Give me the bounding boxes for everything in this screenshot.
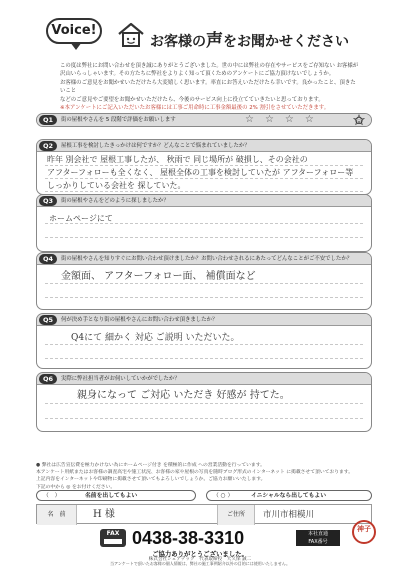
- title-prefix: お客様の: [150, 34, 206, 50]
- customer-info-row: [36, 504, 372, 524]
- answer-rule: [45, 165, 363, 166]
- option-initial-ok[interactable]: [206, 490, 372, 501]
- privacy-note: 当アンケートで頂いたお客様の個人情報は、弊社の施工事例紹介以外の目的には使用いたしません。: [110, 561, 290, 566]
- fax-icon: [100, 529, 126, 547]
- discount-note: ※本アンケートにご記入いただいたお客様には工事ご用命時に工事金額最後の 2% 割引をさせていただきます。: [60, 105, 330, 112]
- question-text: 何が決め手となり街の屋根やさんにお問い合わせ頂きましたか？: [61, 317, 218, 323]
- question-q4: [36, 252, 372, 310]
- name-value[interactable]: H 様: [93, 509, 115, 520]
- intro-line: この度は弊社にお問い合わせを頂き誠にありがとうございました。世の中には弊社の存在やサービスをご存知ない お客様が: [60, 63, 359, 69]
- publication-note: [36, 462, 372, 491]
- handwritten-answer: アフターフォローも全くなく、 屋根全体の工事を検討していたが アフターフォロー等: [47, 168, 354, 177]
- answer-rule: [45, 344, 363, 345]
- question-q5: [36, 313, 372, 369]
- question-header: [37, 373, 371, 385]
- fax-number[interactable]: 0438-38-3310: [132, 528, 245, 548]
- address-value[interactable]: 市川市相模川: [263, 510, 315, 520]
- handwritten-answer: 昨年 別会社で 屋根工事したが、 秋雨で 同じ場所が 破損し、その会社の: [47, 155, 308, 164]
- option-mark: （ ○ ）: [213, 493, 234, 499]
- fax-tag: [296, 530, 340, 546]
- question-q2: [36, 139, 372, 195]
- fax-icon-label: FAX: [106, 530, 120, 537]
- title-big: 声: [206, 31, 223, 51]
- note-line: 上記内容をインターネットや印刷物に掲載させて頂いてもよろしいでしょうか。ご協力お願いいたします。: [36, 477, 266, 483]
- page-title: [150, 26, 349, 51]
- fax-tag-line: FAX番号: [308, 539, 328, 545]
- answer-rule: [45, 191, 363, 192]
- answer-rule: [45, 418, 363, 419]
- handwritten-answer: しっかりしている会社を 探していた。: [47, 181, 186, 190]
- name-label: 名 前: [37, 505, 77, 525]
- question-text: 街の屋根やさんをどのように探しましたか？: [61, 198, 169, 204]
- question-header: [37, 195, 371, 207]
- question-number: Q3: [39, 196, 57, 206]
- question-q6: [36, 372, 372, 432]
- option-label: イニシャルなら出してもよい: [251, 493, 327, 499]
- question-text: 屋根工事を検討したきっかけは何ですか？どんなことで悩まれていましたか？: [61, 143, 250, 149]
- note-line: 本アンケート用紙またはお客様の調査高宅や施工状況、お客様の家や屋根の写真を随時ブログ形式のインターネット に掲載させて頂いております。: [36, 470, 354, 476]
- intro-line: などのご意見やご要望をお聞かせいただけたら、今後のサービス向上に役立てていきたいと思っております。: [60, 96, 324, 103]
- answer-rule: [45, 403, 363, 404]
- fax-section: [100, 527, 340, 549]
- question-number: Q4: [39, 254, 57, 264]
- question-number: Q1: [39, 115, 57, 125]
- question-header: [37, 314, 371, 326]
- question-header: [37, 253, 371, 265]
- answer-rule: [45, 283, 363, 284]
- question-header: [37, 140, 371, 152]
- header: [40, 14, 370, 58]
- answer-rule: [45, 297, 363, 298]
- consent-options: [36, 490, 372, 501]
- intro-text: [60, 62, 360, 112]
- stamp-text: 神子: [357, 524, 371, 533]
- company-name: 株式会社シェアテック 代表取締役 大久保 誠二: [148, 557, 252, 562]
- handwritten-answer: 金額面、 アフターフォロー面、 補償面など: [61, 271, 256, 282]
- fax-tag-line: 本社直通: [307, 531, 328, 537]
- handwritten-answer: ホームページにて: [49, 214, 113, 223]
- question-number: Q5: [39, 315, 57, 325]
- question-number: Q6: [39, 374, 57, 384]
- note-line: 下記の中から ◎ をお付けください。: [36, 484, 116, 490]
- question-text: 街の屋根やさんを 5 段階で評価をお願いします: [61, 117, 176, 123]
- answer-rule: [45, 358, 363, 359]
- question-header: [37, 114, 371, 126]
- question-text: 街の屋根やさんを知りすぐにお問い合わせ頂けましたか？お問い合わせされるにあたってどんなことがご不安でしたか？: [61, 256, 353, 262]
- option-mark: （ ）: [43, 493, 61, 499]
- question-q3: [36, 194, 372, 252]
- address-label: ご住所: [217, 505, 255, 525]
- answer-rule: [45, 178, 363, 179]
- intro-line: お客様のご意見をお聞かせいただけたら大変嬉しく思います。率直にお答えいただけたら幸いです。良かったこと、頂きたいこと: [60, 79, 356, 95]
- question-number: Q2: [39, 141, 57, 151]
- smiley-icon: [353, 114, 365, 126]
- rating-stars: ☆☆☆☆: [245, 114, 325, 125]
- title-suffix: をお聞かせください: [223, 34, 349, 50]
- signature-stamp: [352, 520, 376, 544]
- question-text: 実際に弊社担当者がお伺いしていかがでしたか？: [61, 376, 180, 382]
- option-name-ok[interactable]: [36, 490, 196, 501]
- house-icon: [116, 20, 146, 50]
- intro-line: 沢山いらっしゃいます。その方たちに弊社をよりよく知って頂くためのアンケートにご協力頂けないでしょうか。: [60, 71, 335, 78]
- question-q1: [36, 113, 372, 127]
- thanks-message: ご協力ありがとうございました。: [152, 550, 248, 558]
- answer-rule: [45, 237, 363, 238]
- note-line: ● 弊社は広告宣伝費を極力かけない為にホームページ付き を積極的に作成 への営業活動を行っています。: [36, 463, 265, 468]
- handwritten-answer: 親身になって ご対応 いただき 好感が 持てた。: [77, 390, 290, 401]
- option-label: 名前を出してもよい: [85, 493, 138, 499]
- handwritten-answer: Q4にて 細かく 対応 ご説明 いただいた。: [71, 333, 240, 343]
- voice-bubble: Voice!: [46, 18, 102, 44]
